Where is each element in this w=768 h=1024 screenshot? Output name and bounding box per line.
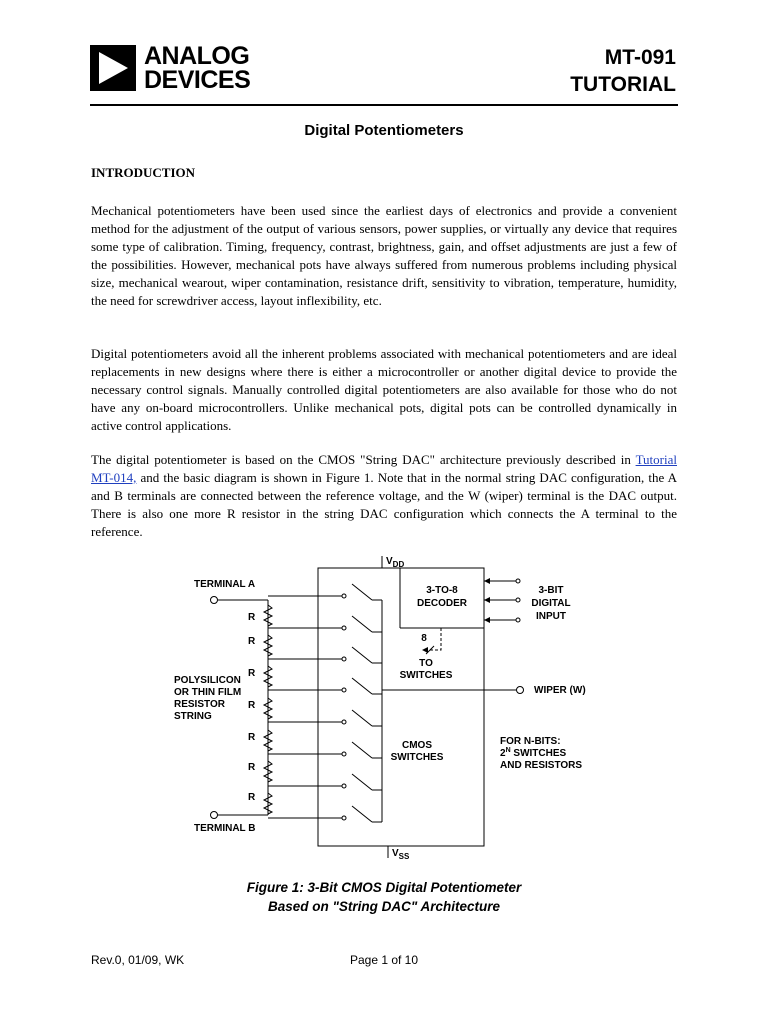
input-bit-1 <box>516 598 520 602</box>
terminal-b-node <box>211 812 218 819</box>
paragraph-1: Mechanical potentiometers have been used since the earliest days of electronics and provide a convenient method for the adjustment of the output of various sensors, power supplies, or virtually any device that requires some type of calibration. Timing, frequency, contrast, brightness, gain, and offset adjustments are just a few of the possibilities. However, mechanical pots have always suffered from numerous problems including physical size, mechanical wearout, wiper contamination, resistance drift, sensitivity to vibration, temperature, humidity, the need for screwdriver access, layout inflexibility, etc. <box>91 203 677 308</box>
decoder-label-1: 3-TO-8 <box>426 585 458 596</box>
cmos-block <box>318 568 484 846</box>
wiper-label: WIPER (W) <box>534 685 586 696</box>
resistor-label-2: R <box>248 636 256 647</box>
polysilicon-label-2: OR THIN FILM <box>174 687 242 698</box>
input-label-1: 3-BIT <box>538 585 564 596</box>
polysilicon-label-1: POLYSILICON <box>174 675 241 686</box>
logo-triangle-icon <box>90 45 136 91</box>
to-switches-label-1: TO <box>419 658 433 669</box>
paragraph-2: Digital potentiometers avoid all the inherent problems associated with mechanical potentiometers and are ideal replacements in new designs where there is either a microcontroller or another digital device to provide the necessary control signals. Manually controlled digital potentiometers are also available for those who do not have any on-board microcontrollers. Unlike mechanical pots, digital pots can be controlled dynamically in active control applications. <box>91 346 677 433</box>
resistor-label-1: R <box>248 612 256 623</box>
paragraph-3: The digital potentiometer is based on the CMOS "String DAC" architecture previously described in Tutorial MT-014, and the basic diagram is shown in Figure 1. Note that in the normal string DAC configuration, the A and B terminals are connected between the reference voltage, and the W (wiper) terminal is the DAC output. There is also one more R resistor in the string DAC configuration which connects the A terminal to the reference. <box>91 452 677 539</box>
wiper-node <box>517 687 524 694</box>
resistor-label-4: R <box>248 700 256 711</box>
figure-caption: Figure 1: 3-Bit CMOS Digital Potentiometer Based on "String DAC" Architecture <box>246 880 522 914</box>
polysilicon-label-3: RESISTOR <box>174 699 225 710</box>
input-bit-2 <box>516 579 520 583</box>
doc-type: TUTORIAL <box>570 73 676 96</box>
input-bit-0 <box>516 618 520 622</box>
polysilicon-label-4: STRING <box>174 711 212 722</box>
vdd-label: $V_{DD}$ <box>386 556 405 569</box>
terminal-b-label: TERMINAL B <box>194 823 256 834</box>
bus-count-label: 8 <box>421 633 427 644</box>
vss-label: $V_{SS}$ <box>392 848 410 861</box>
footer-page-number: Page 1 of 10 <box>349 953 419 967</box>
company-logo <box>90 42 250 94</box>
terminal-a-node <box>211 597 218 604</box>
tutorial-mt014-link[interactable]: Tutorial MT-014, <box>91 452 677 485</box>
terminal-a-label: TERMINAL A <box>194 579 256 590</box>
nbits-label-1: FOR N-BITS: <box>500 736 561 747</box>
resistor-label-3: R <box>248 668 256 679</box>
resistor-label-7: R <box>248 792 256 803</box>
section-heading: INTRODUCTION <box>91 165 196 180</box>
input-label-2: DIGITAL <box>531 598 571 609</box>
resistor-label-5: R <box>248 732 256 743</box>
logo-wordmark: ANALOG DEVICES <box>144 42 251 94</box>
nbits-label-2: $2^N$ SWITCHES <box>500 747 567 759</box>
header-rule <box>90 104 678 106</box>
nbits-label-3: AND RESISTORS <box>500 760 583 771</box>
footer-revision: Rev.0, 01/09, WK <box>91 953 185 967</box>
cmos-switches-label-2: SWITCHES <box>390 752 444 763</box>
resistor-label-6: R <box>248 762 256 773</box>
figure-1-diagram <box>160 550 600 870</box>
page-title: Digital Potentiometers <box>304 122 464 139</box>
input-label-3: INPUT <box>536 611 566 622</box>
document-id <box>570 44 676 98</box>
decoder-label-2: DECODER <box>416 598 468 609</box>
cmos-switches-label-1: CMOS <box>402 740 432 751</box>
doc-number: MT-091 <box>604 46 676 69</box>
to-switches-label-2: SWITCHES <box>399 670 453 681</box>
